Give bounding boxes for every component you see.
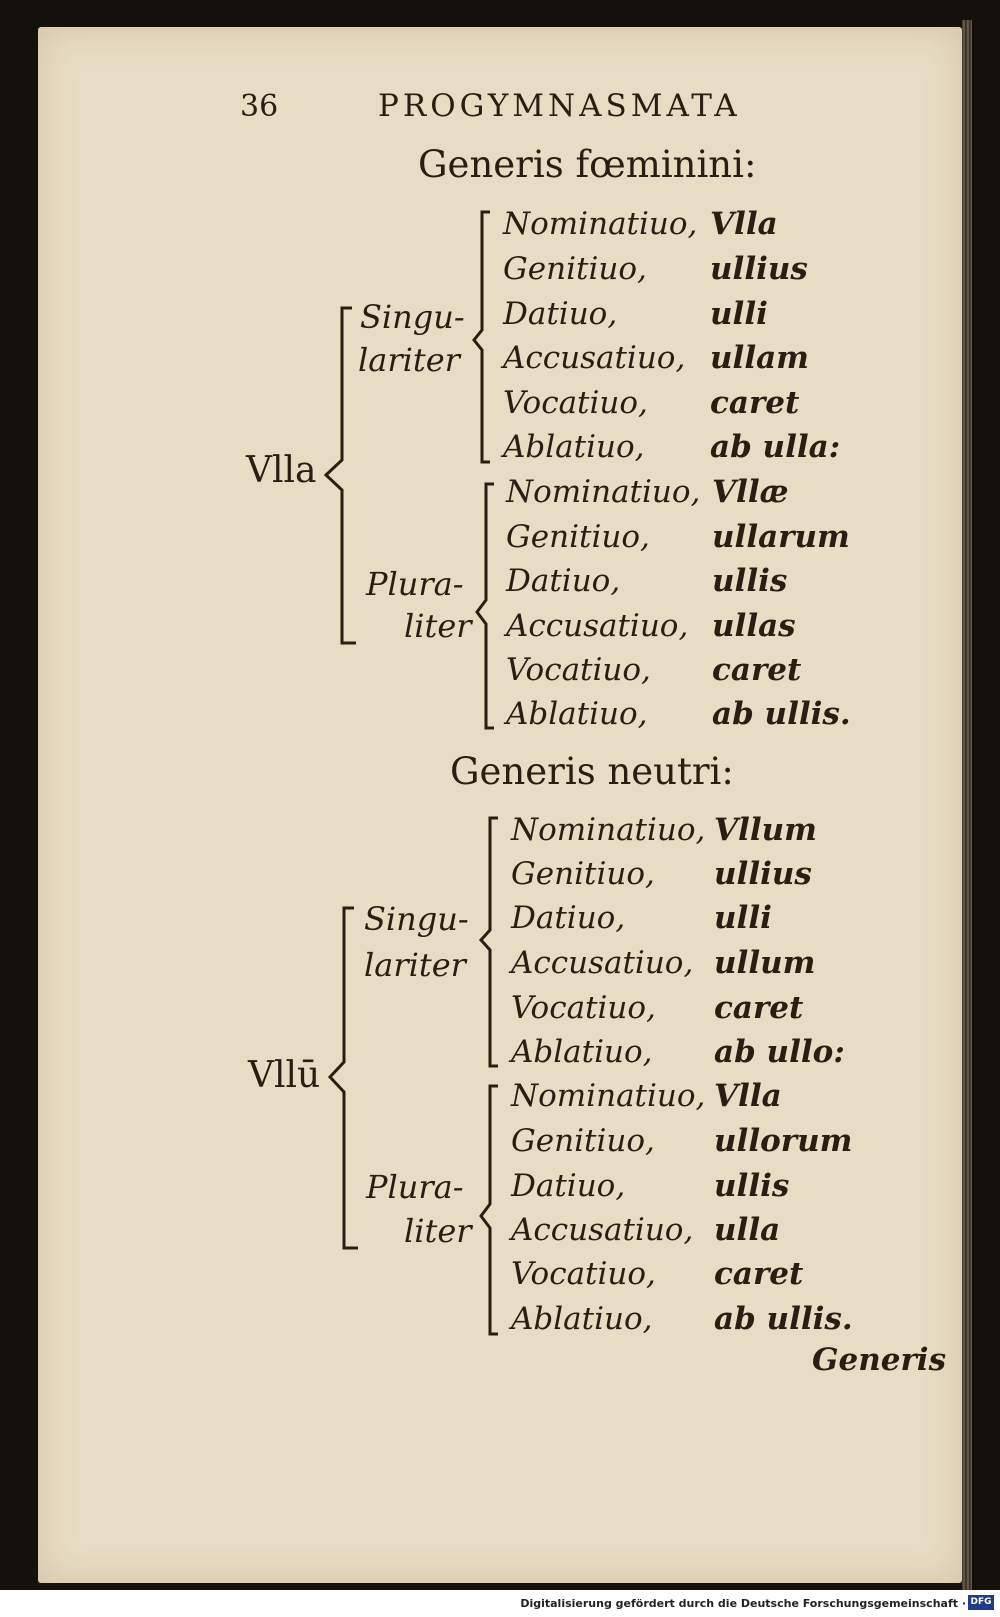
case-neu-pl-gen: Genitiuo, bbox=[511, 1123, 655, 1159]
plural-label-neuter-2: liter bbox=[404, 1212, 472, 1250]
running-title: PROGYMNASMATA bbox=[378, 88, 741, 124]
brace-fem-outer bbox=[326, 308, 356, 643]
case-fem-pl-voc: Vocatiuo, bbox=[506, 652, 651, 688]
form-neu-sg-acc: ullum bbox=[714, 945, 816, 981]
case-fem-sg-gen: Genitiuo, bbox=[503, 251, 647, 287]
form-neu-sg-nom: Vllum bbox=[714, 812, 817, 848]
case-fem-sg-acc: Accusatiuo, bbox=[503, 340, 686, 376]
case-fem-sg-dat: Datiuo, bbox=[503, 296, 618, 332]
case-neu-pl-voc: Vocatiuo, bbox=[511, 1256, 656, 1292]
case-fem-pl-abl: Ablatiuo, bbox=[506, 696, 648, 732]
section-heading-neuter: Generis neutri: bbox=[450, 750, 734, 793]
brace-fem-plural bbox=[477, 484, 494, 728]
form-fem-sg-dat: ulli bbox=[710, 296, 768, 332]
case-neu-pl-abl: Ablatiuo, bbox=[511, 1301, 653, 1337]
case-neu-sg-abl: Ablatiuo, bbox=[511, 1034, 653, 1070]
form-fem-sg-voc: caret bbox=[710, 385, 800, 421]
singular-label-feminine-2: lariter bbox=[358, 341, 460, 379]
form-fem-sg-abl: ab ulla: bbox=[710, 429, 841, 465]
form-fem-pl-voc: caret bbox=[712, 652, 802, 688]
case-neu-pl-dat: Datiuo, bbox=[511, 1168, 626, 1204]
form-neu-pl-acc: ulla bbox=[714, 1212, 781, 1248]
lemma-neuter: Vllū bbox=[248, 1055, 321, 1096]
plural-label-feminine-2: liter bbox=[404, 607, 472, 645]
brace-neu-outer bbox=[330, 908, 358, 1248]
form-fem-pl-nom: Vllæ bbox=[712, 474, 789, 510]
case-fem-pl-acc: Accusatiuo, bbox=[506, 608, 689, 644]
case-fem-pl-dat: Datiuo, bbox=[506, 563, 621, 599]
form-neu-sg-voc: caret bbox=[714, 990, 804, 1026]
case-neu-sg-acc: Accusatiuo, bbox=[511, 945, 694, 981]
case-fem-sg-abl: Ablatiuo, bbox=[503, 429, 645, 465]
form-fem-pl-dat: ullis bbox=[712, 563, 788, 599]
case-fem-pl-gen: Genitiuo, bbox=[506, 519, 650, 555]
brace-neu-singular bbox=[481, 818, 498, 1066]
form-neu-pl-voc: caret bbox=[714, 1256, 804, 1292]
brace-neu-plural bbox=[481, 1086, 498, 1334]
case-neu-sg-nom: Nominatiuo, bbox=[511, 812, 706, 848]
singular-label-neuter-2: lariter bbox=[364, 946, 466, 984]
form-fem-sg-acc: ullam bbox=[710, 340, 809, 376]
case-fem-pl-nom: Nominatiuo, bbox=[506, 474, 701, 510]
form-neu-sg-dat: ulli bbox=[714, 900, 772, 936]
case-neu-sg-voc: Vocatiuo, bbox=[511, 990, 656, 1026]
dfg-logo-icon: DFG bbox=[968, 1595, 994, 1610]
catchword: Generis bbox=[812, 1342, 947, 1378]
plural-label-feminine-1: Plura- bbox=[366, 565, 464, 603]
form-neu-sg-gen: ullius bbox=[714, 856, 812, 892]
singular-label-feminine-1: Singu- bbox=[360, 298, 465, 336]
footer-credit: Digitalisierung gefördert durch die Deutsche Forschungsgemeinschaft · bbox=[520, 1597, 966, 1610]
case-neu-sg-dat: Datiuo, bbox=[511, 900, 626, 936]
case-neu-sg-gen: Genitiuo, bbox=[511, 856, 655, 892]
form-neu-sg-abl: ab ullo: bbox=[714, 1034, 845, 1070]
form-neu-pl-nom: Vlla bbox=[714, 1078, 782, 1114]
form-fem-pl-gen: ullarum bbox=[712, 519, 850, 555]
plural-label-neuter-1: Plura- bbox=[366, 1168, 464, 1206]
case-fem-sg-voc: Vocatiuo, bbox=[503, 385, 648, 421]
case-neu-pl-acc: Accusatiuo, bbox=[511, 1212, 694, 1248]
page-number: 36 bbox=[240, 89, 279, 124]
form-neu-pl-abl: ab ullis. bbox=[714, 1301, 853, 1337]
brace-fem-singular bbox=[474, 212, 490, 462]
lemma-feminine: Vlla bbox=[246, 450, 317, 491]
form-fem-sg-gen: ullius bbox=[710, 251, 808, 287]
form-fem-sg-nom: Vlla bbox=[710, 206, 778, 242]
case-neu-pl-nom: Nominatiuo, bbox=[511, 1078, 706, 1114]
section-heading-feminine: Generis fœminini: bbox=[418, 143, 757, 186]
form-fem-pl-acc: ullas bbox=[712, 608, 796, 644]
form-neu-pl-dat: ullis bbox=[714, 1168, 790, 1204]
form-neu-pl-gen: ullorum bbox=[714, 1123, 853, 1159]
singular-label-neuter-1: Singu- bbox=[364, 900, 469, 938]
case-fem-sg-nom: Nominatiuo, bbox=[503, 206, 698, 242]
form-fem-pl-abl: ab ullis. bbox=[712, 696, 851, 732]
